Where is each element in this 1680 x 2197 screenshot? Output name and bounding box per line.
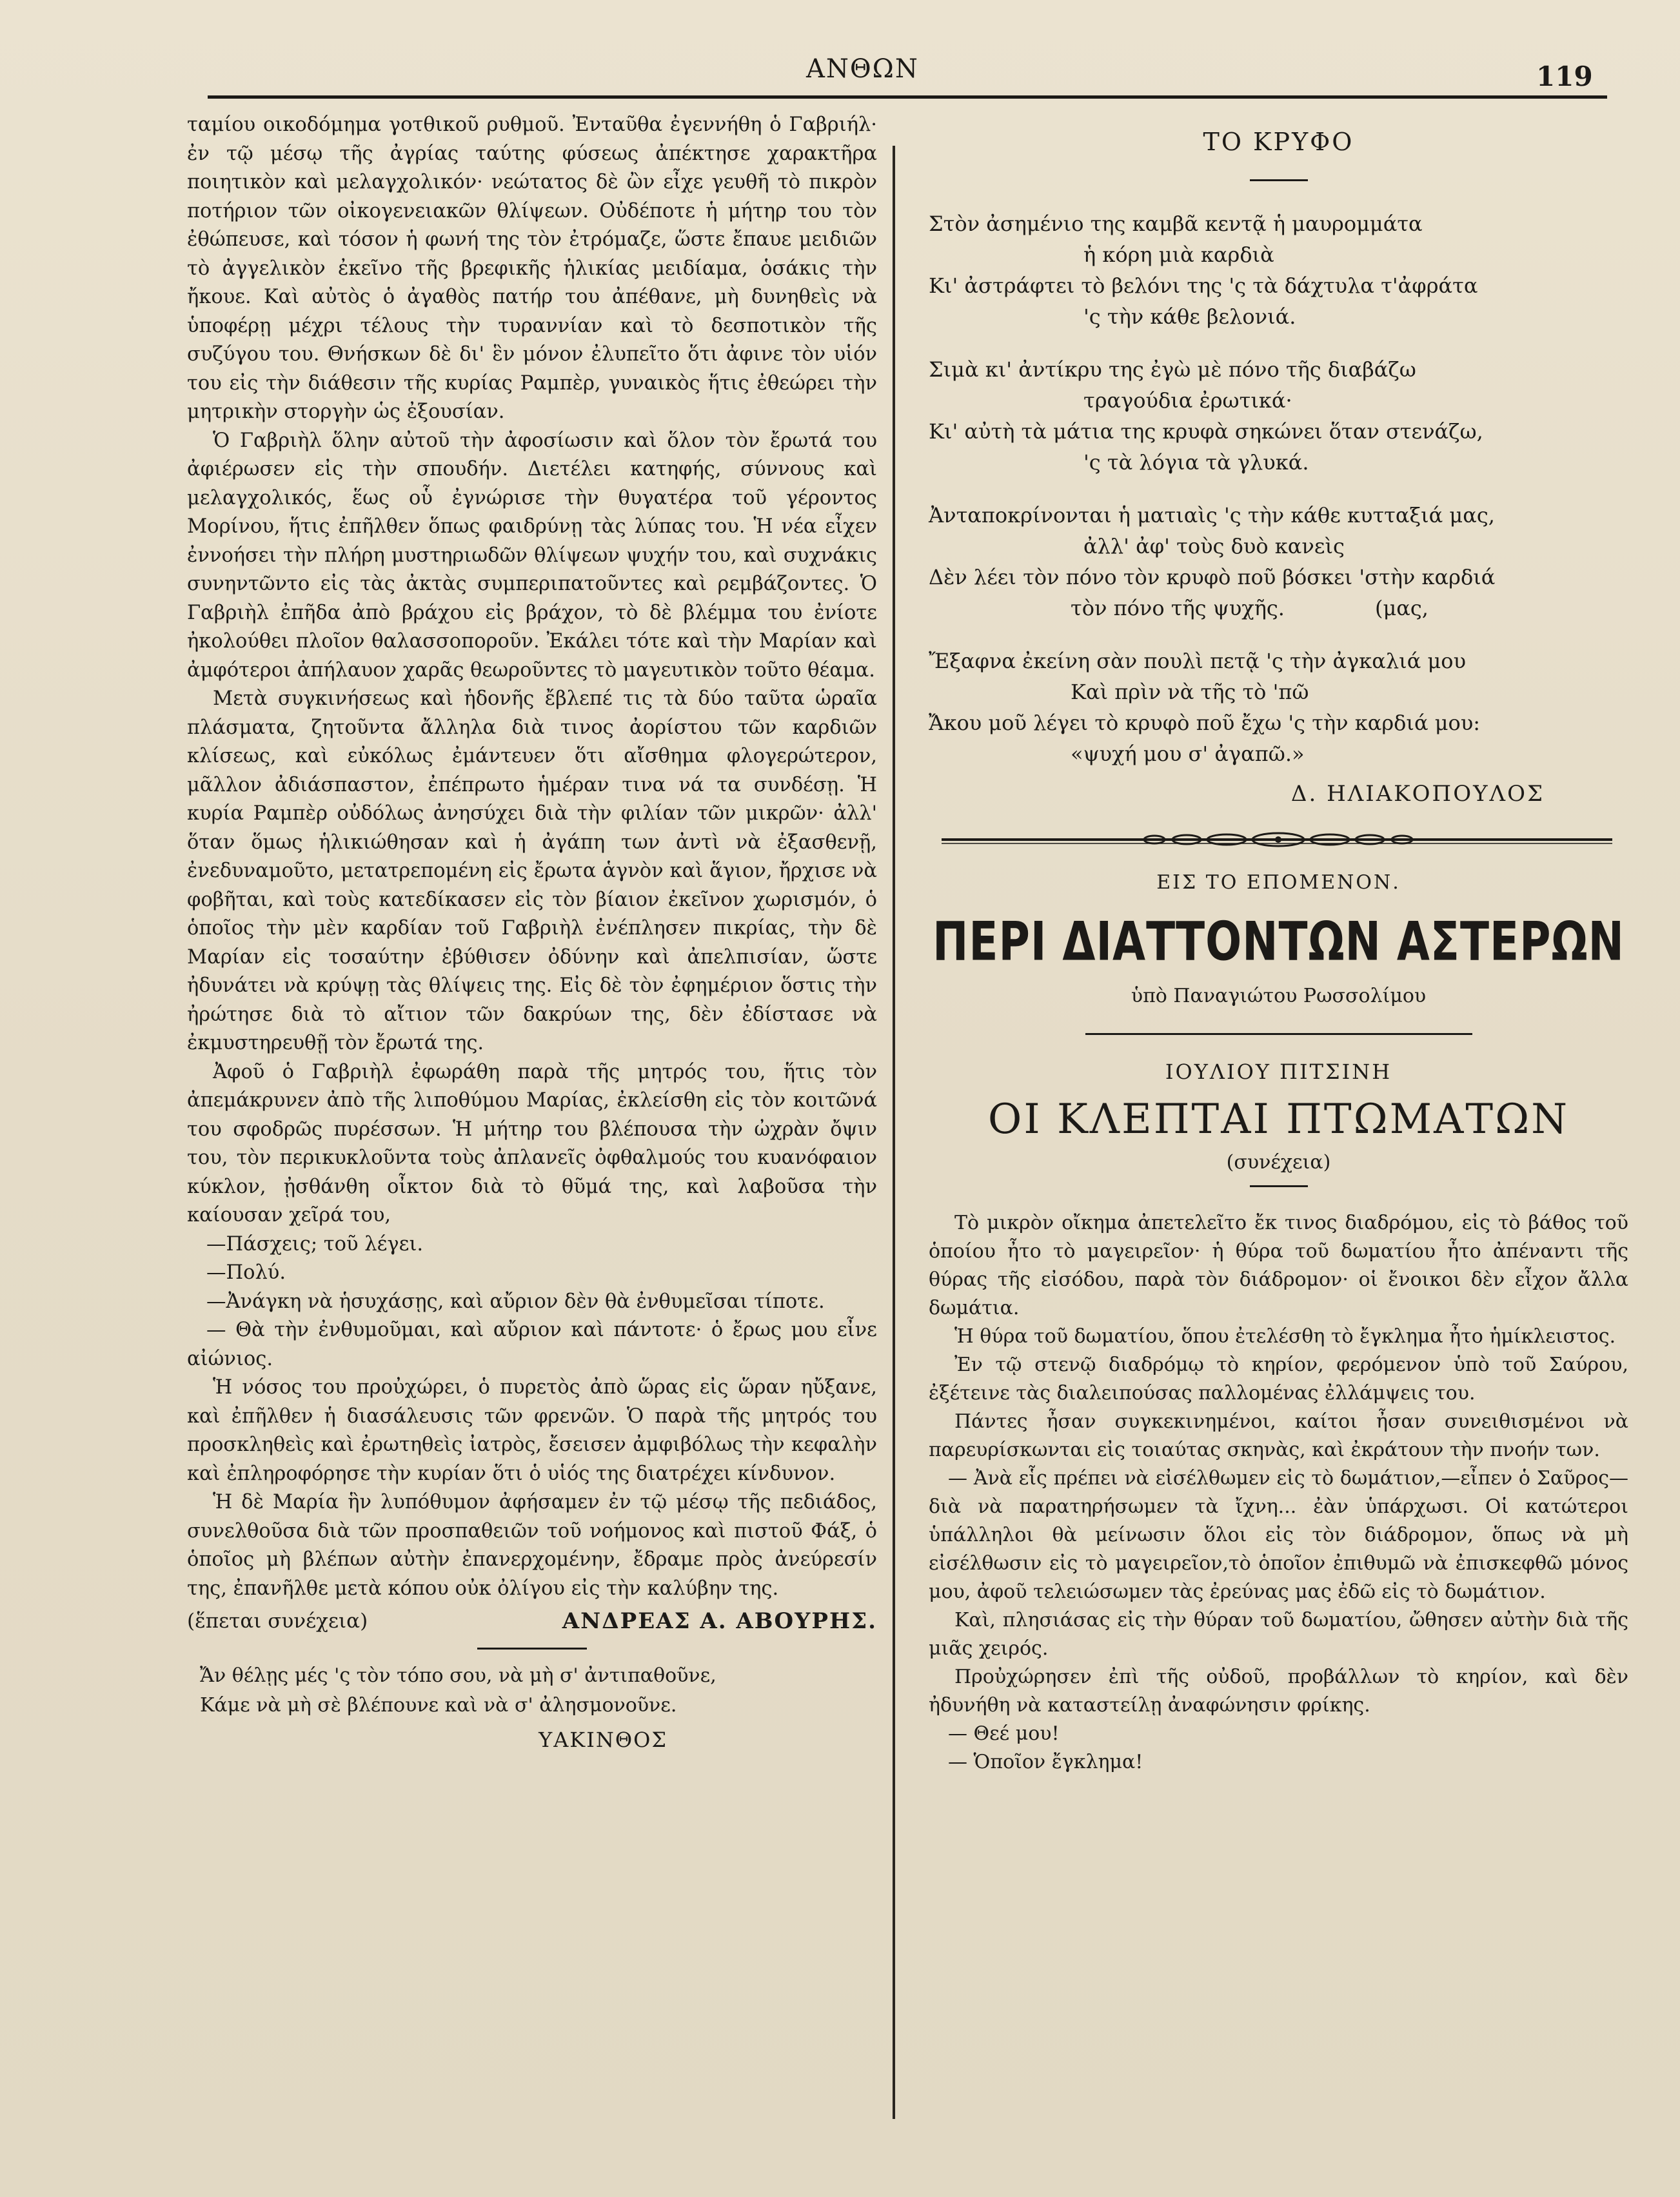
poem-line-text: τὸν πόνο τῆς ψυχῆς. <box>1071 596 1285 620</box>
poem <box>929 208 1628 769</box>
dialogue-line: — Ἀνὰ εἷς πρέπει νὰ εἰσέλθωμεν εἰς τὸ δωμάτιον,—εἶπεν ὁ Σαῦρος—διὰ νὰ παρατηρήσωμεν τὰ ἴχνη... ἐὰν ὑπάρχωσι. Οἱ κατώτεροι ὑπάλληλοι θὰ μείνωσιν ὅλοι εἰς τὸν διάδρομον, ὅπως νὰ μὴ εἰσέλθωσιν εἰς τὸ μαγειρεῖον,τὸ ὁποῖον ἐπιθυμῶ νὰ ἐπισκεφθῶ μόνος μου, ἀφοῦ τελειώσωμεν τὰς ἐρεύνας μας ἐδῶ εἰς τὸ δωμάτιον. <box>929 1467 1628 1603</box>
poem-line: ἀλλ' ἀφ' τοὺς δυὸ κανεὶς <box>1083 534 1345 558</box>
poem-stanza <box>929 208 1628 332</box>
epigram <box>200 1661 877 1720</box>
dialogue-line: —Πολύ. <box>206 1261 286 1284</box>
story-paragraph: Πάντες ἦσαν συγκεκινημένοι, καίτοι ἦσαν συνειθισμένοι νὰ παρευρίσκωνται εἰς τοιαύτας σκηνὰς, καὶ ἐκράτουν τὴν πνοήν των. <box>929 1410 1628 1461</box>
serial-author: ΙΟΥΛΙΟΥ ΠΙΤΣΙΝΗ <box>1165 1059 1392 1084</box>
header-rule <box>208 95 1607 99</box>
left-paragraph: Μετὰ συγκινήσεως καὶ ἡδονῆς ἔβλεπέ τις τὰ δύο ταῦτα ὡραῖα πλάσματα, ζητοῦντα ἄλληλα διὰ τινος ἀορίστου τῶν καρδιῶν κλίσεως, καὶ εὐκόλως ἐμάντευεν ὅτι αἴσθημα φλογερώτερον, μᾶλλον ἀδιάσπαστον, ἐπέπρωτο ἡμέραν τινα νά τα συνδέσῃ. Ἡ κυρία Ραμπὲρ οὐδόλως ἀνησύχει διὰ τὴν φιλίαν τῶν μικρῶν· ἀλλ' ὅταν ὅμως ἡλικιώθησαν καὶ ἡ ἀγάπη των ἀντὶ νὰ ἐξασθενῇ, ἐνεδυναμοῦτο, μετατρεπομένη εἰς ἔρωτα ἁγνὸν καὶ ἅγιον, ἤρχισε νὰ φοβῆται, καὶ τοὺς κατεδίκασεν εἰς τὸν βίαιον ἐκεῖνον χωρισμόν, ὁ ὁποῖος τὴν μὲν καρδίαν τοῦ Γαβριὴλ ἐνέπλησεν πικρίας, τὴν δὲ Μαρίαν εἰς τοσαύτην ἐβύθισεν ὀδύνην καὶ ἀπελπισίαν, ὥστε ἠδυνάτει νὰ κρύψῃ τὰς θλίψεις της. Εἰς δὲ τὸν ἐφημέριον ὅστις τὴν ἠρώτησε διὰ τὸ αἴτιον τῶν δακρύων της, δὲν ἐδίστασε νὰ ἐκμυστηρευθῇ τὸν ἔρωτά της. <box>187 687 877 1054</box>
story-paragraph: Καὶ, πλησιάσας εἰς τὴν θύραν τοῦ δωματίου, ὤθησεν αὐτὴν διὰ τῆς μιᾶς χειρός. <box>929 1609 1628 1660</box>
next-issue-title: ΠΕΡΙ ΔΙΑΤΤΟΝΤΩΝ ΑΣΤΕΡΩΝ <box>933 911 1625 973</box>
dialogue-line: — Θεέ μου! <box>948 1722 1060 1745</box>
poem-author: Δ. ΗΛΙΑΚΟΠΟΥΛΟΣ <box>1290 781 1545 807</box>
separator-rule <box>1250 179 1308 181</box>
serial-title: ΟΙ ΚΛΕΠΤΑΙ ΠΤΩΜΑΤΩΝ <box>987 1096 1570 1143</box>
signature-row <box>187 1607 877 1636</box>
dialogue-line: — Ὁποῖον ἔγκλημα! <box>948 1751 1143 1773</box>
poem-line: Καὶ πρὶν νὰ τῆς τὸ 'πῶ <box>1071 680 1309 704</box>
column-divider <box>893 146 895 2119</box>
left-column <box>187 111 877 1754</box>
story-paragraph: Ἐν τῷ στενῷ διαδρόμῳ τὸ κηρίον, φερόμενον ὑπὸ τοῦ Σαύρου, ἐξέτεινε τὰς διαλειπούσας παλλομένας ἐλλάμψεις του. <box>929 1354 1628 1404</box>
story-paragraph: Ἡ θύρα τοῦ δωματίου, ὅπου ἐτελέσθη τὸ ἔγκλημα ἦτο ἡμίκλειστος. <box>954 1325 1616 1348</box>
ornamental-divider <box>929 830 1628 854</box>
next-issue-label: ΕΙΣ ΤΟ ΕΠΟΜΕΝΟΝ. <box>1156 871 1401 894</box>
right-column <box>929 111 1628 1777</box>
dialogue-line: —Πάσχεις; τοῦ λέγει. <box>206 1232 424 1256</box>
poem-line: ἡ κόρη μιὰ καρδιὰ <box>1083 242 1274 267</box>
continued-note: (ἕπεται συνέχεια) <box>187 1610 368 1633</box>
poem-line-overflow: (μας, <box>1374 596 1428 620</box>
dialogue-line: — Θὰ τὴν ἐνθυμοῦμαι, καὶ αὔριον καὶ πάντοτε· ὁ ἔρως μου εἶνε αἰώνιος. <box>187 1319 877 1370</box>
poem-line: Σιμὰ κι' ἀντίκρυ της ἐγὼ μὲ πόνο τῆς διαβάζω <box>929 357 1416 382</box>
poem-line: 'ς τὰ λόγια τὰ γλυκά. <box>1083 450 1309 475</box>
epigram-author: ΥΑΚΙΝΘΟΣ <box>539 1727 667 1752</box>
epigram-line: Κάμε νὰ μὴ σὲ βλέπουνε καὶ νὰ σ' ἀλησμονοῦνε. <box>200 1693 677 1717</box>
separator-rule <box>1250 1185 1308 1187</box>
poem-stanza <box>929 500 1628 624</box>
left-paragraph: Ἀφοῦ ὁ Γαβριὴλ ἐφωράθη παρὰ τῆς μητρός του, ἥτις τὸν ἀπεμάκρυνεν ἀπὸ τῆς λιποθύμου Μαρίας, ἐκλείσθη εἰς τὸν κοιτῶνά του σφοδρῶς πυρέσσων. Ἡ μήτηρ του βλέπουσα τὴν ὠχρὰν ὄψιν του, τὸν περικυκλοῦντα τοὺς ἀπλανεῖς ὀφθαλμούς του κυανόφαιον κύκλον, ᾐσθάνθη οἶκτον διὰ τὸ θῦμά της, καὶ λαβοῦσα τὴν καίουσαν χεῖρά του, <box>187 1060 877 1227</box>
left-paragraph: ταμίου οικοδόμημα γοτθικοῦ ρυθμοῦ. Ἐνταῦθα ἐγεννήθη ὁ Γαβριήλ· ἐν τῷ μέσῳ τῆς ἀγρίας ταύτης φύσεως ἀπέκτησε χαρακτῆρα ποιητικὸν καὶ μελαγχολικόν· νεώτατος δὲ ὢν εἶχε γευθῆ τὸ πικρὸν ποτήριον τῶν οἰκογενειακῶν θλίψεων. Οὐδέποτε ἡ μήτηρ του τὸν ἐθώπευσε, καὶ τόσον ἡ φωνή της τὸν ἐτρόμαζε, ὥστε ἔπαυε μειδιῶν τὸ ἀγγελικὸν ἐκεῖνο τῆς βρεφικῆς ἡλικίας μειδίαμα, ὁσάκις τὴν ἤκουε. Καὶ αὐτὸς ὁ ἀγαθὸς πατήρ του ἀπέθανε, μὴ δυνηθεὶς νὰ ὑποφέρῃ μέχρι τέλους τὴν τυραννίαν καὶ τὸ δεσποτικὸν τῆς συζύγου του. Θνήσκων δὲ δι' ἓν μόνον ἐλυπεῖτο ὅτι ἀφινε τὸν υἱόν του εἰς τὴν διάθεσιν τῆς κυρίας Ραμπὲρ, γυναικὸς ἥτις ἐθεώρει τὴν μητρικὴν στοργὴν ὡς ἐξουσίαν. <box>187 113 877 423</box>
poem-stanza <box>929 354 1628 478</box>
poem-line: Ἀνταποκρίνονται ἡ ματιαὶς 'ς τὴν κάθε κυτταξιά μας, <box>929 503 1495 527</box>
left-paragraph: Ἡ δὲ Μαρία ἣν λυπόθυμον ἀφήσαμεν ἐν τῷ μέσῳ τῆς πεδιάδος, συνελθοῦσα διὰ τῶν προσπαθειῶν τοῦ νοήμονος καὶ πιστοῦ Φάξ, ὁ ὁποῖος μὴ βλέπων αὐτὴν ἐπανερχομένην, ἔδραμε πρὸς ἀνεύρεσίν της, ἐπανῆλθε μετὰ κόπου οὐκ ὀλίγου εἰς τὴν καλύβην της. <box>187 1491 877 1600</box>
serial-note: (συνέχεια) <box>1226 1151 1331 1174</box>
ornament-svg <box>929 830 1628 849</box>
poem-line: Στὸν ἀσημένιο της καμβᾶ κεντᾷ ἡ μαυρομμάτα <box>929 212 1423 236</box>
serial-story <box>929 1209 1628 1777</box>
poem-line: 'ς τὴν κάθε βελονιά. <box>1083 304 1296 329</box>
separator-rule <box>1085 1033 1472 1035</box>
poem-line: Κι' αὐτὴ τὰ μάτια της κρυφὰ σηκώνει ὅταν στενάζω, <box>929 419 1483 444</box>
dialogue-line: —Ἀνάγκη νὰ ἡσυχάσῃς, καὶ αὔριον δὲν θὰ ἐνθυμεῖσαι τίποτε. <box>206 1290 825 1313</box>
poem-line: Κι' ἀστράφτει τὸ βελόνι της 'ς τὰ δάχτυλα τ'ἀφράτα <box>929 273 1478 298</box>
poem-stanza <box>929 645 1628 769</box>
story-paragraph: Τὸ μικρὸν οἴκημα ἀπετελεῖτο ἔκ τινος διαδρόμου, εἰς τὸ βάθος τοῦ ὁποίου ἦτο τὸ μαγειρεῖον· ἡ θύρα τοῦ δωματίου ἦτο ἀπέναντι τῆς θύρας τῆς εἰσόδου, παρὰ τὸν διάδρομον· οἱ ἔνοικοι δὲν εἶχον ἄλλα δωμάτια. <box>929 1212 1628 1319</box>
poem-title: ΤΟ ΚΡΥΦΟ <box>1203 128 1354 156</box>
poem-line: Ἄκου μοῦ λέγει τὸ κρυφὸ ποῦ ἔχω 'ς τὴν καρδιά μου: <box>929 711 1481 735</box>
left-paragraph: Ἡ νόσος του προὐχώρει, ὁ πυρετὸς ἀπὸ ὥρας εἰς ὥραν ηὔξανε, καὶ ἐπῆλθεν ἡ διασάλευσις τῶν φρενῶν. Ὁ παρὰ τῆς μητρός του προσκληθεὶς καὶ ἐρωτηθεὶς ἰατρὸς, ἔσεισεν ἀμφιβόλως τὴν κεφαλὴν καὶ ἐπληροφόρησε τὴν κυρίαν ὅτι ὁ υἱός της διατρέχει κίνδυνον. <box>187 1376 877 1485</box>
poem-line: Ἔξαφνα ἐκείνη σὰν πουλὶ πετᾷ 'ς τὴν ἀγκαλιά μου <box>929 649 1467 673</box>
page-number: 119 <box>1536 61 1593 92</box>
poem-line: «ψυχή μου σ' ἀγαπῶ.» <box>1071 742 1305 766</box>
left-paragraph: Ὁ Γαβριὴλ ὅλην αὐτοῦ τὴν ἀφοσίωσιν καὶ ὅλον τὸν ἔρωτά του ἀφιέρωσεν εἰς τὴν σπουδήν. Διετέλει κατηφής, σύννους καὶ μελαγχολικός, ἕως οὗ ἐγνώρισε τὴν θυγατέρα τοῦ γέροντος Μορίνου, ἥτις ἐπῆλθεν ὅπως φαιδρύνῃ τὰς λύπας του. Ἡ νέα εἶχεν ἐννοήσει τὴν πλήρη μυστηριωδῶν θλίψεων ψυχήν του, καὶ συχνάκις συνηντῶντο εἰς τὰς ἀκτὰς συμπεριπατοῦντες καὶ ρεμβάζοντες. Ὁ Γαβριὴλ ἐπῆδα ἀπὸ βράχου εἰς βράχον, τὸ δὲ βλέμμα του ἐνίοτε ἠκολούθει πλοῖον θαλασσοποροῦν. Ἐκάλει τότε καὶ τὴν Μαρίαν καὶ ἀμφότεροι ἀπήλαυον χαρᾶς θεωροῦντες τὸ μαγευτικὸν τοῦτο θέαμα. <box>187 429 877 682</box>
next-issue-byline: ὑπὸ Παναγιώτου Ρωσσολίμου <box>1131 985 1427 1007</box>
article-author: ΑΝΔΡΕΑΣ Α. ΑΒΟΥΡΗΣ. <box>562 1608 877 1634</box>
poem-line: τραγούδια ἐρωτικά· <box>1083 388 1292 413</box>
separator-rule <box>477 1648 587 1650</box>
story-paragraph: Προὐχώρησεν ἐπὶ τῆς οὐδοῦ, προβάλλων τὸ κηρίον, καὶ δὲν ἠδυνήθη νὰ καταστείλῃ ἀναφώνησιν φρίκης. <box>929 1666 1628 1717</box>
running-title: ΑΝΘΩΝ <box>806 54 919 84</box>
poem-line <box>929 593 1628 624</box>
poem-line: Δὲν λέει τὸν πόνο τὸν κρυφὸ ποῦ βόσκει 'στὴν καρδιά <box>929 565 1496 589</box>
epigram-line: Ἄν θέλῃς μές 'ς τὸν τόπο σου, νὰ μὴ σ' ἀντιπαθοῦνε, <box>200 1664 716 1687</box>
